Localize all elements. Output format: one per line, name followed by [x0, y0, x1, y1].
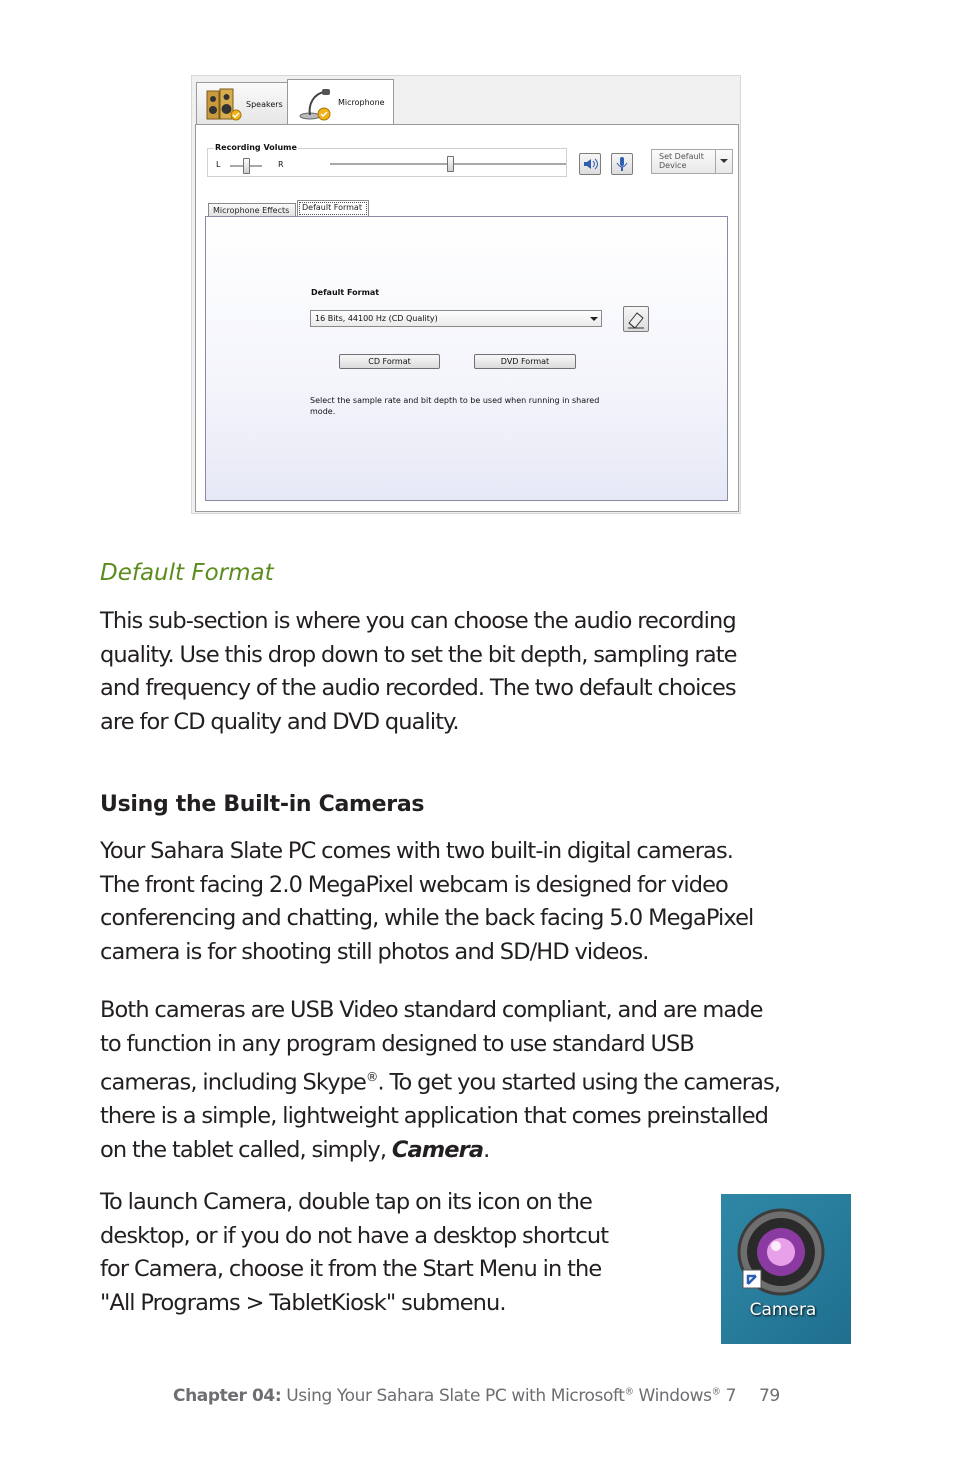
mic-level-icon	[612, 154, 632, 174]
tab-speakers[interactable]	[196, 82, 288, 125]
paragraph-text: on the tablet called, simply,	[100, 1136, 392, 1163]
paragraph-text: .	[483, 1136, 490, 1163]
paragraph-line: The front facing 2.0 MegaPixel webcam is designed for video	[100, 871, 728, 898]
balance-slider-thumb[interactable]	[243, 158, 250, 174]
footer-title	[286, 1386, 736, 1406]
help-text-line2: mode.	[310, 407, 336, 416]
default-format-label: Default Format	[311, 288, 380, 297]
speakers-icon	[203, 87, 243, 121]
set-default-line1: Set Default	[659, 152, 704, 161]
cameras-intro-paragraph	[100, 835, 753, 969]
footer-chapter: Chapter 04:	[173, 1386, 282, 1406]
default-format-heading: Default Format	[100, 560, 274, 586]
footer-text: 7	[720, 1386, 736, 1406]
footer-text: Using Your Sahara Slate PC with Microsoft	[286, 1386, 625, 1406]
registered-mark: ®	[624, 1386, 634, 1398]
balance-right-label: R	[278, 160, 284, 169]
built-in-cameras-heading: Using the Built-in Cameras	[100, 792, 425, 817]
set-default-device-button[interactable]	[651, 149, 733, 174]
microphone-icon	[296, 86, 336, 122]
tab-speakers-label: Speakers	[246, 100, 283, 109]
paragraph-line: Both cameras are USB Video standard compliant, and are made	[100, 997, 763, 1023]
paragraph-text: . To get you started using the cameras,	[377, 1069, 781, 1096]
default-format-select[interactable]	[310, 310, 602, 327]
microphone-properties-screenshot	[191, 75, 741, 514]
paragraph-line: for Camera, choose it from the Start Menu in the	[100, 1256, 602, 1282]
chevron-down-icon	[589, 314, 599, 324]
default-format-value: 16 Bits, 44100 Hz (CD Quality)	[315, 314, 438, 323]
default-format-paragraph	[100, 605, 737, 739]
subtab-default-format[interactable]	[297, 200, 369, 217]
recording-volume-label: Recording Volume	[215, 143, 297, 152]
paragraph-line: there is a simple, lightweight application that comes preinstalled	[100, 1103, 769, 1129]
default-format-panel	[205, 216, 728, 501]
subtab-microphone-effects-label: Microphone Effects	[213, 206, 290, 215]
usb-compliance-paragraph	[100, 994, 780, 1167]
camera-shortcut-label: Camera	[749, 1300, 817, 1320]
set-default-dropdown[interactable]	[715, 150, 732, 173]
paragraph-line	[100, 1134, 780, 1168]
paragraph-line: to function in any program designed to use standard USB	[100, 1030, 694, 1057]
volume-slider-thumb[interactable]	[447, 156, 454, 172]
page-number: 79	[759, 1386, 780, 1406]
paragraph-line: camera is for shooting still photos and SD/HD videos.	[100, 938, 649, 965]
set-default-line2: Device	[659, 161, 687, 170]
help-text-line1: Select the sample rate and bit depth to be used when running in shared	[310, 396, 600, 405]
paragraph-line: quality. Use this drop down to set the bit depth, sampling rate	[100, 641, 737, 668]
paragraph-text: cameras, including Skype	[100, 1069, 366, 1096]
tab-microphone-label: Microphone	[338, 98, 385, 107]
eraser-icon	[624, 307, 648, 331]
paragraph-line: desktop, or if you do not have a desktop shortcut	[100, 1222, 609, 1249]
tab-microphone[interactable]	[287, 79, 394, 126]
mute-button[interactable]	[579, 153, 601, 175]
launch-camera-paragraph	[100, 1186, 608, 1320]
subtab-microphone-effects[interactable]	[208, 203, 296, 217]
cd-format-button-label: CD Format	[368, 357, 411, 366]
paragraph-line: To launch Camera, double tap on its icon on the	[100, 1189, 592, 1215]
recording-volume-group	[207, 143, 567, 177]
paragraph-line: "All Programs > TabletKiosk" submenu.	[100, 1289, 506, 1316]
page-footer	[173, 1386, 780, 1406]
cd-format-button[interactable]	[339, 354, 440, 369]
speaker-volume-icon	[580, 154, 600, 174]
paragraph-line	[100, 1061, 780, 1100]
camera-app-name: Camera	[391, 1136, 484, 1163]
chevron-down-icon	[716, 150, 732, 173]
paragraph-line: Your Sahara Slate PC comes with two built-in digital cameras.	[100, 838, 734, 864]
footer-text: Windows	[633, 1386, 712, 1406]
paragraph-line: and frequency of the audio recorded. The two default choices	[100, 675, 736, 701]
restore-defaults-button[interactable]	[623, 306, 649, 332]
subtab-default-format-label: Default Format	[302, 203, 362, 212]
dvd-format-button[interactable]	[474, 354, 576, 369]
camera-desktop-shortcut[interactable]	[721, 1194, 851, 1344]
paragraph-line: conferencing and chatting, while the back facing 5.0 MegaPixel	[100, 905, 754, 931]
registered-mark: ®	[365, 1070, 378, 1084]
paragraph-line: are for CD quality and DVD quality.	[100, 708, 459, 735]
camera-app-icon	[721, 1194, 851, 1344]
paragraph-line: This sub-section is where you can choose the audio recording	[100, 608, 736, 634]
balance-left-label: L	[216, 160, 221, 169]
dvd-format-button-label: DVD Format	[500, 357, 550, 366]
registered-mark: ®	[711, 1386, 721, 1398]
microphone-boost-button[interactable]	[611, 153, 633, 175]
